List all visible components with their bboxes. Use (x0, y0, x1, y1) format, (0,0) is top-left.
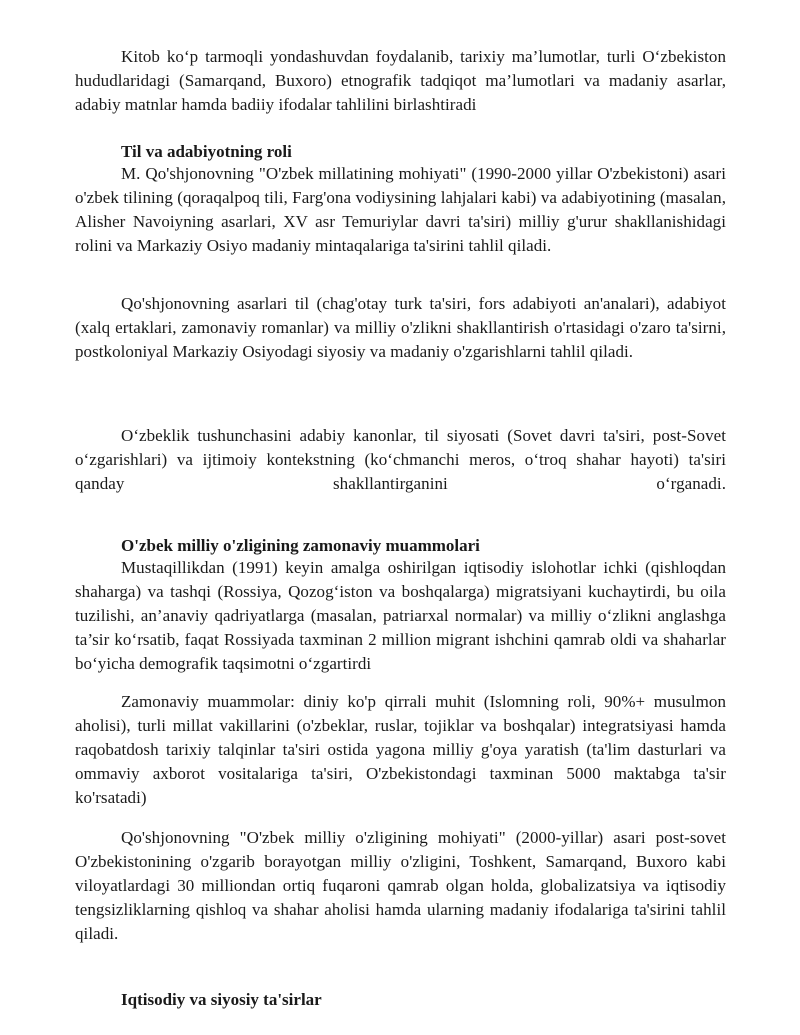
paragraph-national-identity-essence: Qo'shjonovning "O'zbek milliy o'zligining mohiyati" (2000-yillar) asari post-sovet O'zbekistonining o'zgarib borayotgan milliy o'zligini, Toshkent, Samarqand, Buxoro kabi viloyatlardagi 30 milliondan ortiq fuqaroni qamrab olgan holda, globalizatsiya va iqtisodiy tengsizliklarning qishloq va shahar aholisi hamda ularning madaniy ifodalariga ta'sirini tahlil qiladi. (75, 828, 726, 943)
paragraph-uzbek-identity-concept: O‘zbeklik tushunchasini adabiy kanonlar, til siyosati (Sovet davri ta'siri, post-Sovet o‘zgarishlari) va ijtimoiy kontekstning (ko‘chmanchi meros, o‘troq shahar hayoti) ta'siri qanday shakllantirganini o‘rganadi. (75, 426, 726, 493)
paragraph-modern-problems: Zamonaviy muammolar: diniy ko'p qirrali muhit (Islomning roli, 90%+ musulmon aholisi), turli millat vakillarini (o'zbeklar, ruslar, tojiklar va boshqalar) integratsiyasi hamda raqobatdosh tarixiy talqinlar ta'siri ostida yagona milliy g'oya yaratish (ta'lim dasturlari va ommaviy axborot vositalariga ta'siri, O'zbekistondagi taxminan 5000 maktabga ta'sir ko'rsatadi) (75, 692, 726, 807)
paragraph-methodology: Kitob ko‘p tarmoqli yondashuvdan foydalanib, tarixiy ma’lumotlar, turli O‘zbekiston hududlaridagi (Samarqand, Buxoro) etnografik tadqiqot ma’lumotlari va madaniy asarlar, adabiy matnlar hamda badiiy ifodalar tahlilini birlashtiradi (75, 47, 726, 114)
heading-modern-problems: O'zbek milliy o'zligining zamonaviy muammolari (121, 536, 480, 555)
heading-economic-political: Iqtisodiy va siyosiy ta'sirlar (121, 990, 322, 1009)
paragraph-qoshjonov-essence: M. Qo'shjonovning "O'zbek millatining mohiyati" (1990-2000 yillar O'zbekistoni) asari o'zbek tilining (qoraqalpoq tili, Farg'ona vodiysining lahjalari kabi) va adabiyotining (masalan, Alisher Navoiyning asarlari, XV asr Temuriylar davri ta'siri) milliy g'urur shakllanishidagi rolini va Markaziy Osiyo madaniy mintaqalariga ta'sirini tahlil qiladi. (75, 164, 726, 255)
heading-language-literature: Til va adabiyotning roli (121, 142, 292, 161)
paragraph-migration: Mustaqillikdan (1991) keyin amalga oshirilgan iqtisodiy islohotlar ichki (qishloqdan shaharga) va tashqi (Rossiya, Qozog‘iston va boshqalarga) migratsiyani kuchaytirdi, bu oila tuzilishi, an’anaviy qadriyatlarga (masalan, patriarxal normalar) va milliy o‘zlikni anglashga ta’sir ko‘rsatib, faqat Rossiyada taxminan 2 million migrant ishchini qamrab oldi va shaharlar bo‘yicha demografik taqsimotni o‘zgartirdi (75, 558, 726, 673)
paragraph-qoshjonov-works: Qo'shjonovning asarlari til (chag'otay turk ta'siri, fors adabiyoti an'analari), adabiyot (xalq ertaklari, zamonaviy romanlar) va milliy o'zlikni shakllantirish o'rtasidagi o'zaro ta'sirni, postkoloniyal Markaziy Osiyodagi siyosiy va madaniy o'zgarishlarni tahlil qiladi. (75, 294, 726, 361)
